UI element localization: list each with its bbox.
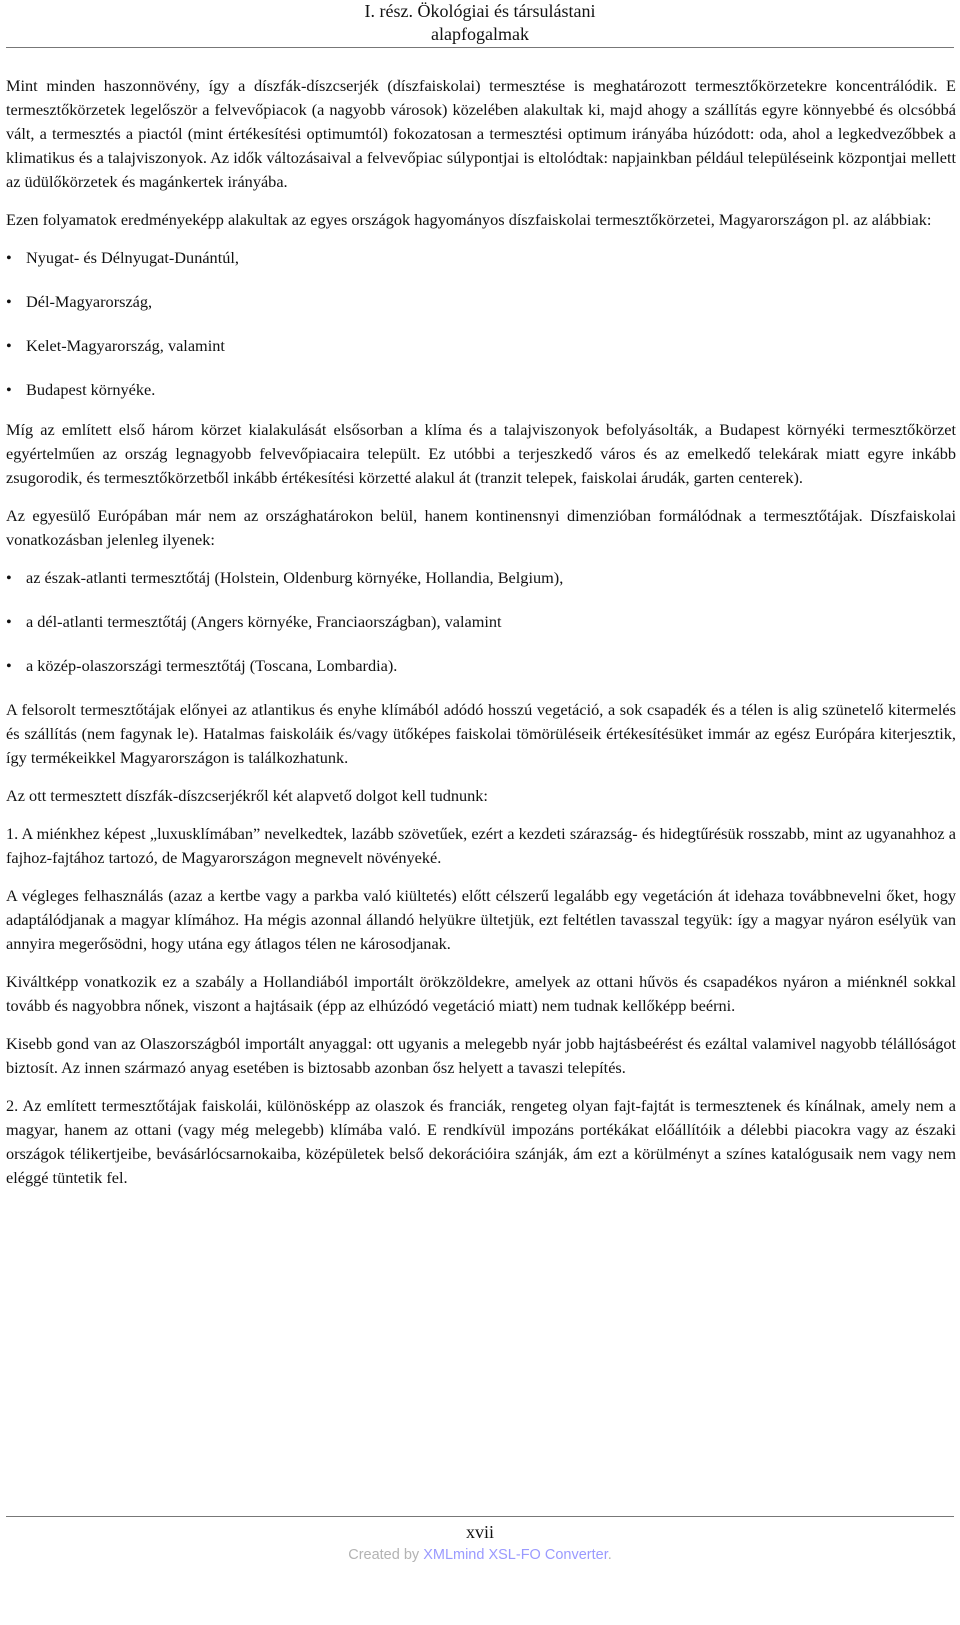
converter-credit	[0, 1545, 960, 1565]
header-title-line1: I. rész. Ökológiai és társulástani	[364, 1, 596, 21]
main-text	[6, 74, 956, 1190]
paragraph-europe: Az egyesülő Európában már nem az országhatárokon belül, hanem kontinensnyi dimenzióban formálódnak a termesztőtájak. Díszfaiskolai vonatkozásban jelenleg ilyenek:	[6, 506, 956, 549]
list-item: • az észak-atlanti termesztőtáj (Holstein, Oldenburg környéke, Hollandia, Belgium),	[6, 566, 956, 590]
paragraph-advantages: A felsorolt termesztőtájak előnyei az atlantikus és enyhe klímából adódó hosszú vegetáció, a sok csapadék és a télen is alig szünetelő kitermelés és szállítás (nem fagynak le). Hatalmas faiskoláik és/vagy ütőképes faiskolai tömörüléseik értékesítésüket immár az egész Európára kiterjesztik, így termékeikkel Magyarországon is találkozhatunk.	[6, 700, 956, 767]
paragraph-adaptation: A végleges felhasználás (azaz a kertbe vagy a parkba való kiültetés) előtt célszerű legalább egy vegetáción át idehaza továbbnevelni őket, hogy adaptálódjanak a magyar klímához. Ha mégis azonnal állandó helyükre ültetjük, ezt feltétlen tavasszal tegyük: így a magyar nyáron esélyük van annyira megerősödni, hogy utána egy átlagos télen ne károsodjanak.	[6, 886, 956, 953]
paragraph-point-2: 2. Az említett termesztőtájak faiskolái, különösképp az olaszok és franciák, rengeteg olyan fajt-fajtát is termesztenek és kínálnak, amely nem a magyar, hanem az ottani (vagy még melegebb) klímába való. E rendkívül impozáns portékákat előállítóik a délebbi piacokra vagy az északi országok télikertjeibe, bevásárlócsarnokaiba, középületek belső dekorációira szánják, ám ezt a körülményt a színes katalógusaik nem vagy nem eléggé tüntetik fel.	[6, 1096, 956, 1187]
list-item: • Budapest környéke.	[6, 378, 956, 402]
paragraph-regions-intro: Ezen folyamatok eredményeképp alakultak az egyes országok hagyományos díszfaiskolai termesztőkörzetei, Magyarországon pl. az alábbiak:	[6, 210, 932, 229]
hungarian-regions-list	[6, 246, 956, 402]
converter-suffix: .	[607, 1547, 612, 1563]
paragraph-intro: Mint minden haszonnövény, így a díszfák-díszcserjék (díszfaiskolai) termesztése is meghatározott termesztőkörzetekre koncentrálódik. E termesztőkörzetek legelőször a felvevőpiacok (a nagyobb városok) közelében alakultak ki, majd ahogy a szállítás egyre könnyebbé és olcsóbbá vált, a termesztés a piactól (mint értékesítési optimumtól) fokozatosan a termesztési optimum irányába húzódott: oda, ahol a legkedvezőbbek a klimatikus és a talajviszonyok. Az idők változásaival a felvevőpiac súlypontjai is eltolódtak: napjainkban például településeink központjai mellett az üdülőkörzetek és magánkertek irányába.	[6, 76, 956, 191]
paragraph-point-1: 1. A miénkhez képest „luxusklímában” nevelkedtek, lazább szövetűek, ezért a kezdeti szárazság- és hidegtűrésük rosszabb, mint az ugyanahhoz a fajhoz-fajtához tartozó, de Magyarországon megnevelt növényeké.	[6, 824, 956, 867]
running-header	[0, 0, 960, 46]
list-item: • Kelet-Magyarország, valamint	[6, 334, 956, 358]
list-item: • Nyugat- és Délnyugat-Dunántúl,	[6, 246, 956, 270]
paragraph-italian-import: Kisebb gond van az Olaszországból importált anyaggal: ott ugyanis a melegebb nyár jobb hajtásbeérést és ezáltal valamivel nagyobb télállóságot biztosít. Az innen származó anyag esetében is biztosabb azonban ősz helyett a tavaszi telepítés.	[6, 1034, 956, 1077]
header-divider	[6, 47, 954, 48]
european-regions-list	[6, 566, 956, 678]
list-item: • a dél-atlanti termesztőtáj (Angers környéke, Franciaországban), valamint	[6, 610, 956, 634]
list-item: • Dél-Magyarország,	[6, 290, 956, 314]
page-number: xvii	[465, 1522, 494, 1542]
header-title-line2: alapfogalmak	[431, 24, 529, 44]
list-item: • a közép-olaszországi termesztőtáj (Toscana, Lombardia).	[6, 654, 956, 678]
paragraph-holland-import: Kiváltképp vonatkozik ez a szabály a Hollandiából importált örökzöldekre, amelyek az ottani hűvös és csapadékos nyáron a miénknél sokkal tovább és nagyobbra nőnek, viszont a hajtásaik (épp az elhúzódó vegetáció miatt) nem tudnak kellőképp beérni.	[6, 972, 956, 1015]
converter-prefix: Created by	[348, 1547, 424, 1563]
paragraph-two-things: Az ott termesztett díszfák-díszcserjékről két alapvető dolgot kell tudnunk:	[6, 786, 488, 805]
footer-divider	[6, 1516, 954, 1517]
paragraph-budapest: Míg az említett első három körzet kialakulását elsősorban a klíma és a talajviszonyok befolyásolták, a Budapest környéki termesztőkörzet egyértelműen az ország legnagyobb felvevőpiacaira települt. Ez utóbbi a terjeszkedő város és az emelkedő telekárak miatt egyre inkább zsugorodik, és termesztőkörzetből inkább értékesítési körzetté alakul át (tranzit telepek, faiskolai árudák, garten centerek).	[6, 420, 956, 487]
converter-brand: XMLmind XSL-FO Converter	[423, 1547, 608, 1563]
